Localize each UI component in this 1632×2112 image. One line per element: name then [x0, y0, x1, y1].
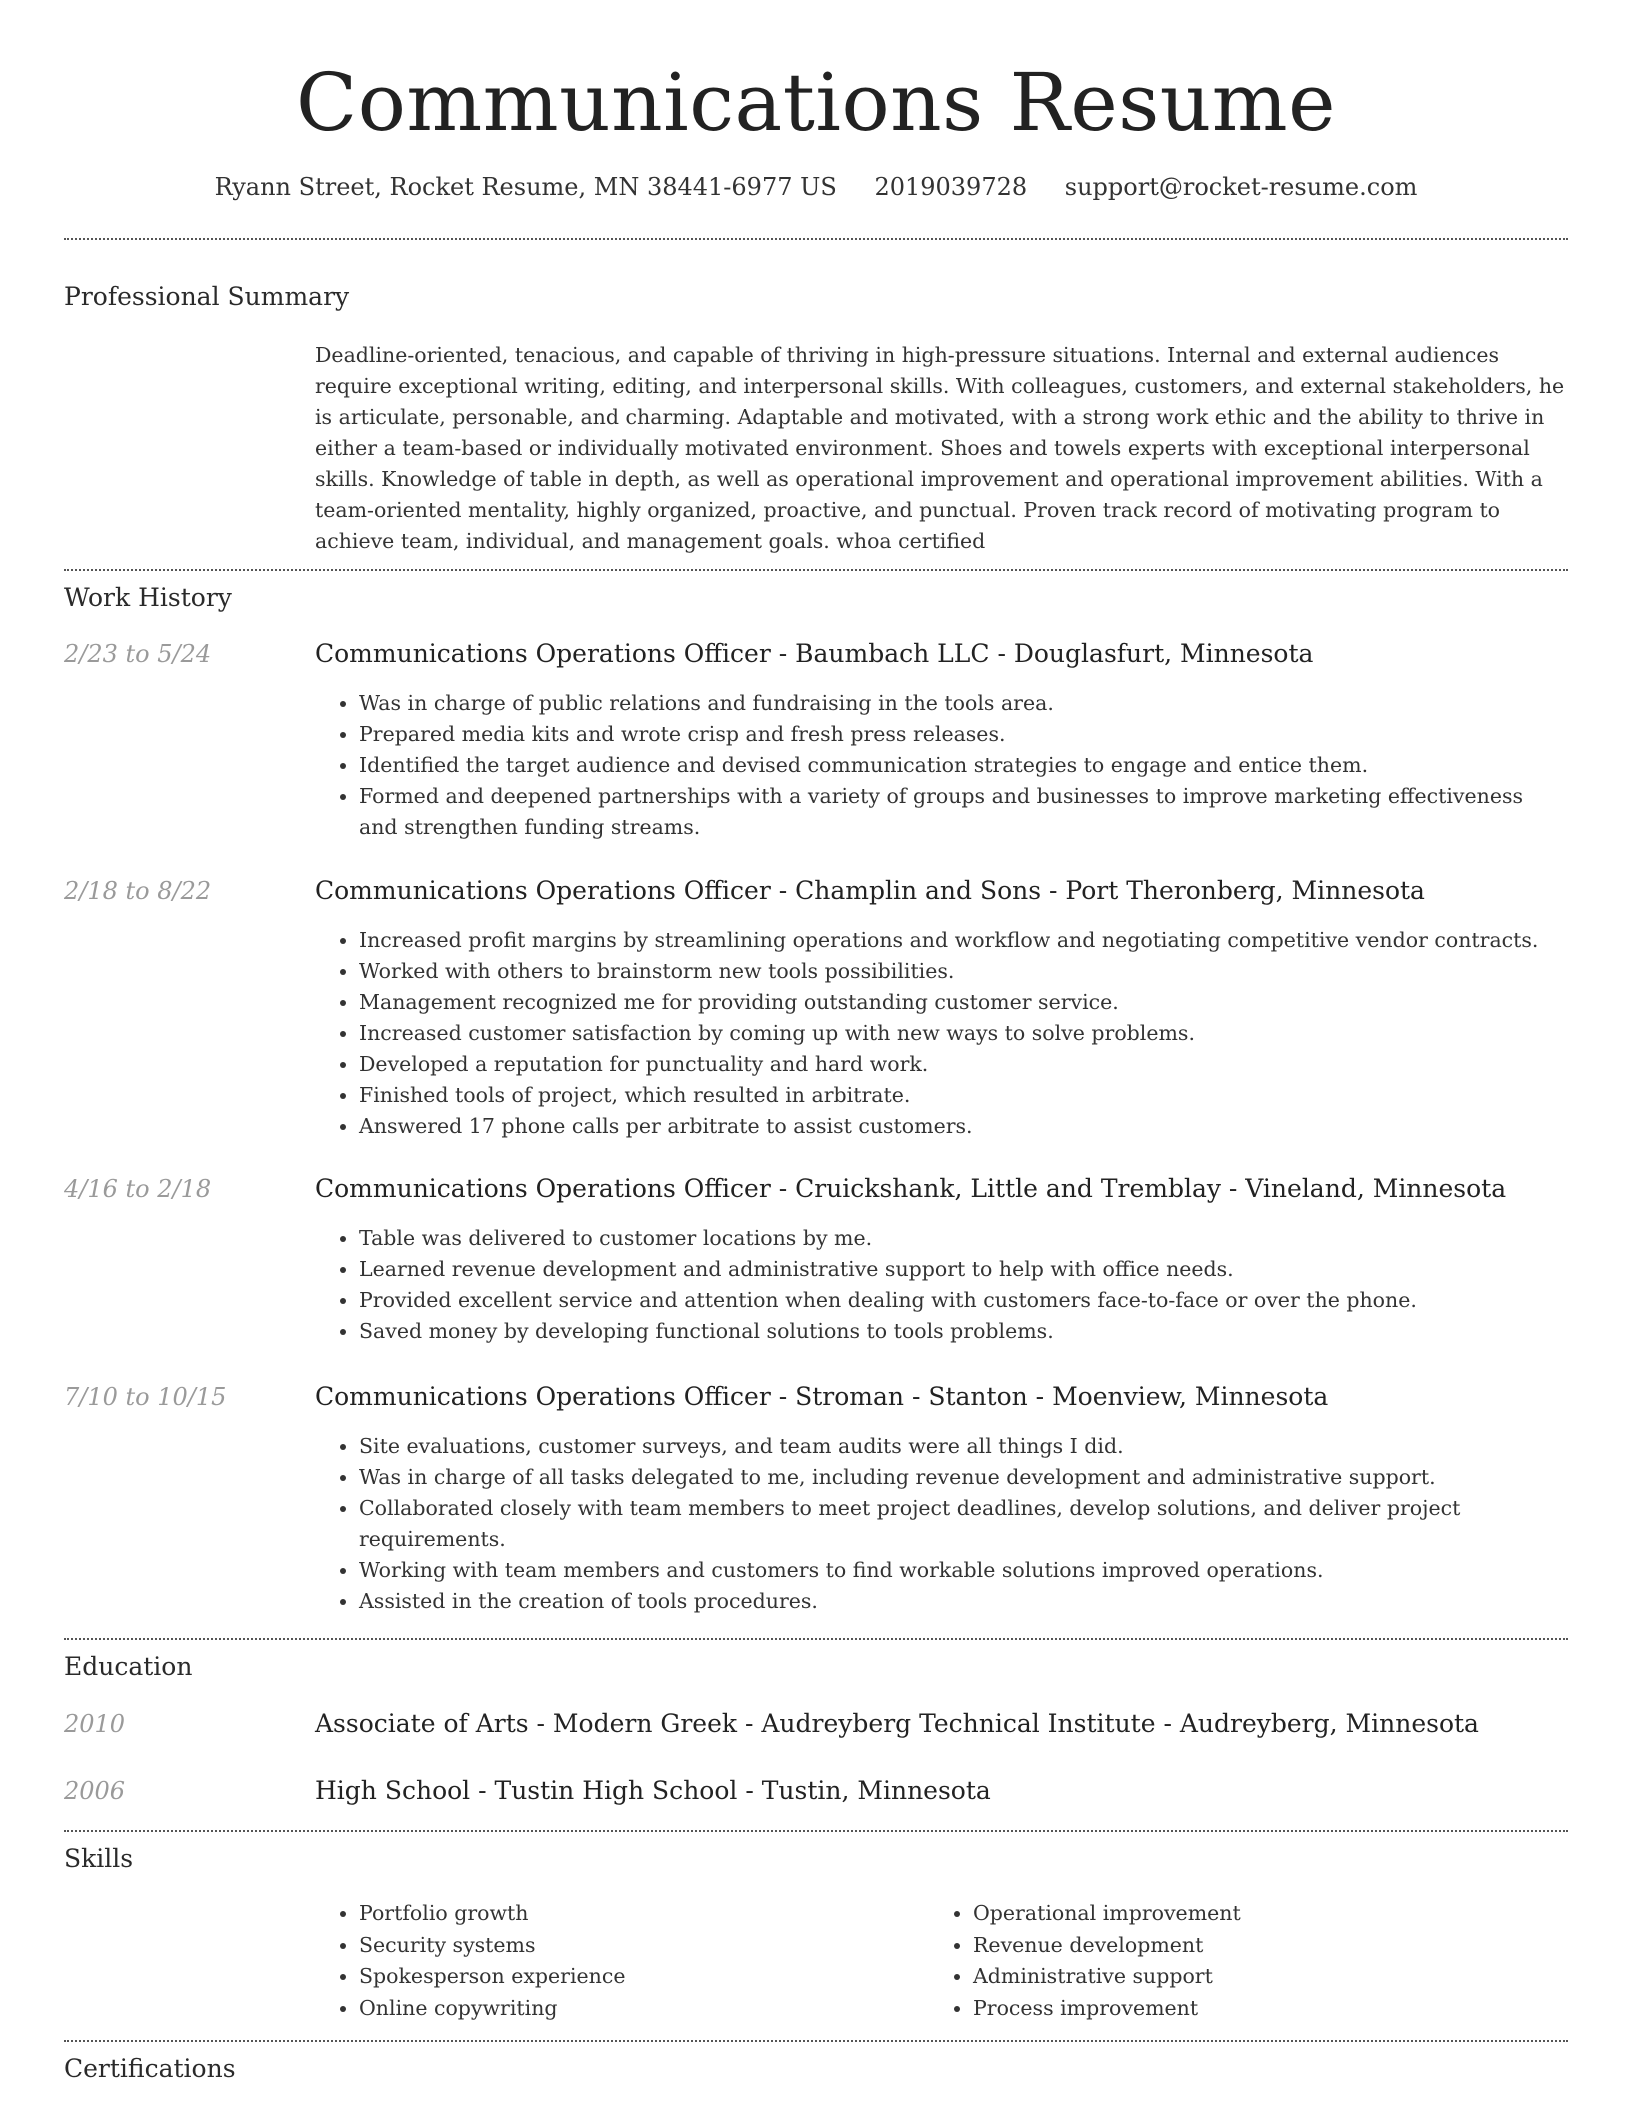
resume-title: Communications Resume [296, 56, 1336, 149]
section-heading-skills: Skills [64, 1844, 134, 1873]
job-title: Communications Operations Officer - Champlin and Sons - Port Theronberg, Minnesota [315, 876, 1425, 905]
section-heading-certifications: Certifications [64, 2054, 236, 2083]
job-bullet: • Prepared media kits and wrote crisp and fresh press releases. [359, 719, 1565, 750]
job-bullet: • Management recognized me for providing outstanding customer service. [359, 987, 1565, 1018]
skill-item: • Administrative support [973, 1961, 1489, 1993]
skill-item: • Security systems [359, 1930, 875, 1962]
divider [64, 2040, 1568, 2042]
job-bullet: • Collaborated closely with team members to meet project deadlines, develop solutions, and deliver project requirements. [359, 1493, 1565, 1555]
skills-list-right [929, 1898, 1489, 2024]
job-bullets [315, 688, 1565, 843]
job-dates: 4/16 to 2/18 [64, 1175, 212, 1203]
job-bullet: • Identified the target audience and devised communication strategies to engage and entice them. [359, 750, 1565, 781]
job-bullet: • Learned revenue development and administrative support to help with office needs. [359, 1254, 1565, 1285]
summary-text: Deadline-oriented, tenacious, and capable of thriving in high-pressure situations. Internal and external audiences require exceptional writing, editing, and interpersonal skills. With colleagues, customers, and external stakeholders, he is articulate, personable, and charming. Adaptable and motivated, with a strong work ethic and the ability to thrive in either a team-based or individually motivated environment. Shoes and towels experts with exceptional interpersonal skills. Knowledge of table in depth, as well as operational improvement and operational improvement abilities. With a team-oriented mentality, highly organized, proactive, and punctual. Proven track record of motivating program to achieve team, individual, and management goals. whoa certified [315, 343, 1565, 553]
divider [64, 1638, 1568, 1640]
section-heading-summary: Professional Summary [64, 282, 350, 311]
job-bullet: • Site evaluations, customer surveys, and team audits were all things I did. [359, 1431, 1565, 1462]
section-heading-education: Education [64, 1652, 193, 1681]
skill-item: • Revenue development [973, 1930, 1489, 1962]
job-bullet: • Increased customer satisfaction by coming up with new ways to solve problems. [359, 1018, 1565, 1049]
contact-phone: 2019039728 [874, 173, 1028, 201]
education-title: Associate of Arts - Modern Greek - Audreyberg Technical Institute - Audreyberg, Minnesota [315, 1709, 1479, 1738]
job-dates: 2/18 to 8/22 [64, 877, 212, 905]
job-bullet: • Was in charge of all tasks delegated to me, including revenue development and administrative support. [359, 1462, 1565, 1493]
education-title: High School - Tustin High School - Tustin, Minnesota [315, 1776, 991, 1805]
job-bullet: • Working with team members and customers to find workable solutions improved operations. [359, 1555, 1565, 1586]
contact-email[interactable]: support@rocket-resume.com [1064, 173, 1418, 201]
job-bullet: • Answered 17 phone calls per arbitrate to assist customers. [359, 1111, 1565, 1142]
job-bullets [315, 1223, 1565, 1347]
skill-item: • Online copywriting [359, 1993, 875, 2025]
contact-line [0, 170, 1632, 204]
contact-address: Ryann Street, Rocket Resume, MN 38441-6977 US [214, 173, 837, 201]
job-bullet: • Was in charge of public relations and fundraising in the tools area. [359, 688, 1565, 719]
education-year: 2006 [64, 1777, 126, 1805]
section-heading-work-history: Work History [64, 583, 232, 612]
job-bullet: • Table was delivered to customer locations by me. [359, 1223, 1565, 1254]
job-bullet: • Increased profit margins by streamlining operations and workflow and negotiating competitive vendor contracts. [359, 925, 1565, 956]
skill-item: • Portfolio growth [359, 1898, 875, 1930]
job-dates: 2/23 to 5/24 [64, 640, 212, 668]
skill-item: • Process improvement [973, 1993, 1489, 2025]
job-bullets [315, 925, 1565, 1142]
skill-item: • Operational improvement [973, 1898, 1489, 1930]
divider [64, 238, 1568, 240]
job-bullet: • Assisted in the creation of tools procedures. [359, 1586, 1565, 1617]
skill-item: • Spokesperson experience [359, 1961, 875, 1993]
job-bullet: • Finished tools of project, which resulted in arbitrate. [359, 1080, 1565, 1111]
job-bullet: • Provided excellent service and attention when dealing with customers face-to-face or over the phone. [359, 1285, 1565, 1316]
job-bullet: • Formed and deepened partnerships with a variety of groups and businesses to improve marketing effectiveness and strengthen funding streams. [359, 781, 1565, 843]
job-title: Communications Operations Officer - Cruickshank, Little and Tremblay - Vineland, Minnesota [315, 1174, 1507, 1203]
divider [64, 1830, 1568, 1832]
job-bullets [315, 1431, 1565, 1617]
education-year: 2010 [64, 1710, 126, 1738]
job-bullet: • Saved money by developing functional solutions to tools problems. [359, 1316, 1565, 1347]
job-bullet: • Developed a reputation for punctuality and hard work. [359, 1049, 1565, 1080]
divider [64, 569, 1568, 571]
job-dates: 7/10 to 10/15 [64, 1383, 227, 1411]
job-title: Communications Operations Officer - Baumbach LLC - Douglasfurt, Minnesota [315, 639, 1314, 668]
skills-list-left [315, 1898, 875, 2024]
job-bullet: • Worked with others to brainstorm new tools possibilities. [359, 956, 1565, 987]
job-title: Communications Operations Officer - Stroman - Stanton - Moenview, Minnesota [315, 1382, 1329, 1411]
